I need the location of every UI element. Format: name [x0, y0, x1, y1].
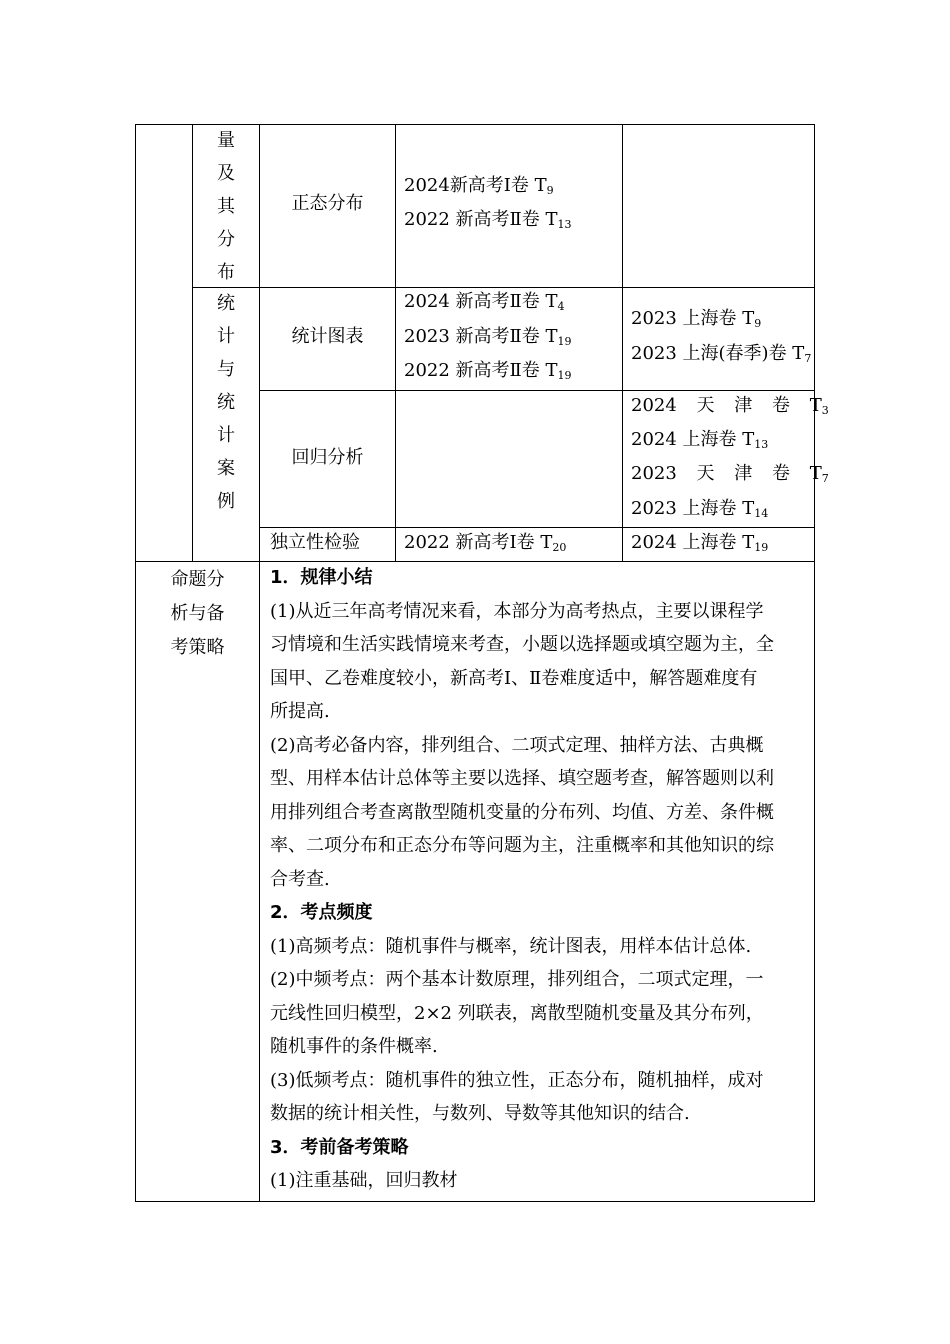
- paragraph-line: (1)注重基础，回归教材: [270, 1170, 458, 1191]
- exam-ref: 2022 新高考Ⅱ卷 $T_{19}$: [404, 360, 572, 382]
- exam-ref: 2023 上海(春季)卷 $T_7$: [631, 343, 812, 365]
- category-char: 布: [217, 262, 235, 283]
- section-heading: 1．规律小结: [270, 567, 373, 588]
- paragraph-line: 型、用样本估计总体等主要以选择、填空题考查，解答题则以利: [270, 768, 774, 789]
- analysis-label: [136, 563, 259, 665]
- analysis-label-line: 命题分: [170, 569, 225, 590]
- topic-cell: 正态分布: [291, 193, 364, 214]
- section-heading: 3．考前备考策略: [270, 1136, 409, 1158]
- exam-ref: 2024 上海卷 $T_{13}$: [631, 429, 769, 451]
- exam-ref: 2022 新高考Ⅰ卷 $T_{20}$: [404, 532, 567, 554]
- analysis-label-line: 析与备: [170, 603, 225, 624]
- category-char: 计: [217, 326, 235, 347]
- paragraph-line: 率、二项分布和正态分布等问题为主，注重概率和其他知识的综: [270, 835, 774, 856]
- exam-ref: 2023 上海卷 $T_{14}$: [631, 498, 769, 520]
- category-char: 其: [217, 196, 235, 217]
- exam-ref: 2024新高考Ⅰ卷 $T_9$: [404, 175, 554, 197]
- paragraph-line: (2)高考必备内容，排列组合、二项式定理、抽样方法、古典概: [270, 734, 764, 756]
- paragraph-line: 数据的统计相关性，与数列、导数等其他知识的结合.: [270, 1103, 690, 1124]
- category-char: 及: [217, 163, 235, 184]
- category-char: 量: [217, 130, 235, 151]
- paragraph-line: (1)从近三年高考情况来看，本部分为高考热点，主要以课程学: [270, 600, 764, 622]
- topic-cell: 统计图表: [291, 326, 364, 347]
- exam-ref: 2023 上海卷 $T_9$: [631, 308, 762, 330]
- paragraph-line: 国甲、乙卷难度较小，新高考Ⅰ、Ⅱ卷难度适中，解答题难度有: [270, 667, 758, 689]
- topic-cell: 回归分析: [291, 447, 364, 468]
- exam-ref: 2023 天 津 卷 $T_7$: [631, 463, 829, 485]
- topic-cell: 独立性检验: [270, 532, 360, 553]
- category-char: 分: [217, 229, 235, 250]
- category-char: 统: [217, 293, 235, 314]
- paragraph-line: 合考查.: [270, 868, 330, 890]
- paragraph-line: 随机事件的条件概率.: [270, 1036, 438, 1057]
- paragraph-line: 用排列组合考查离散型随机变量的分布列、均值、方差、条件概: [270, 801, 774, 823]
- category-char: 案: [217, 458, 235, 479]
- category-char: 计: [217, 425, 235, 446]
- category-label-distribution: [214, 124, 238, 289]
- paragraph-line: (3)低频考点：随机事件的独立性，正态分布，随机抽样，成对: [270, 1069, 764, 1091]
- paragraph-line: 习情境和生活实践情境来考查，小题以选择题或填空题为主，全: [270, 634, 774, 655]
- category-char: 例: [217, 491, 235, 512]
- category-char: 统: [217, 392, 235, 413]
- paragraph-line: (1)高频考点：随机事件与概率，统计图表，用样本估计总体.: [270, 935, 752, 957]
- paragraph-line: 元线性回归模型，2×2 列联表，离散型随机变量及其分布列，: [270, 1002, 764, 1024]
- exam-ref: 2024 天 津 卷 $T_3$: [631, 395, 829, 417]
- exam-ref: 2022 新高考Ⅱ卷 $T_{13}$: [404, 209, 572, 231]
- exam-ref: 2024 新高考Ⅱ卷 $T_4$: [404, 291, 565, 313]
- analysis-label-line: 考策略: [170, 637, 225, 658]
- category-char: 与: [217, 359, 235, 380]
- paragraph-line: 所提高.: [270, 701, 330, 722]
- exam-ref: 2024 上海卷 $T_{19}$: [631, 532, 769, 554]
- exam-ref: 2023 新高考Ⅱ卷 $T_{19}$: [404, 326, 572, 348]
- section-heading: 2．考点频度: [270, 902, 373, 923]
- analysis-content: [270, 561, 807, 1198]
- category-label-statistics: [214, 287, 238, 518]
- paragraph-line: (2)中频考点：两个基本计数原理，排列组合，二项式定理，一: [270, 969, 764, 990]
